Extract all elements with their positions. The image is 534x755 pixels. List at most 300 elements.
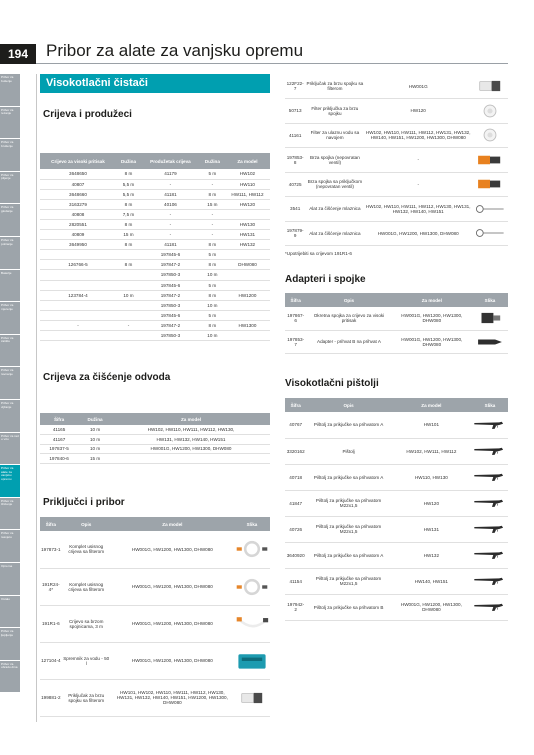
table-cell [225,209,270,219]
table-row [40,270,270,280]
table-cell [225,250,270,260]
table-cell: Pištolj za prikjučke sa prihvatom M22x1,5 [306,568,390,594]
water-tank-icon [235,652,269,670]
sidebar-tab-label: Pribor za čišćenje [1,498,14,507]
sidebar-tab[interactable] [0,335,20,367]
sidebar-tab[interactable] [0,563,20,595]
image-cell [472,412,508,438]
section-banner: Visokotlačni čistači [40,74,270,93]
image-cell [472,307,508,330]
table-cell: 8 m [116,169,141,179]
table-row [40,300,270,310]
table-row [285,438,508,464]
table-cell: 41181 [141,240,200,250]
image-cell [234,531,270,568]
sidebar-tab-label: Pribor za glodanje [1,205,14,213]
table-cell: 197853-7 [285,330,306,353]
sidebar-tab-label: Pribor za obradu drva [1,661,18,670]
sidebar-tab-label: Pribor za bušenje [1,75,14,83]
table-cell: - [116,320,141,330]
column-header: Za model [112,413,270,425]
table-row [285,542,508,568]
table-cell [116,280,141,290]
sidebar-tab-label: Pribor za ljepljenje [1,629,14,637]
gun-icon [473,598,507,616]
table-cell: 10 m [78,444,112,454]
guns-table [285,398,508,621]
table-row [40,260,270,270]
table-cell: 197879-9 [285,221,305,246]
column-header: Za model [111,517,234,531]
table-cell: HW101, HW102, HW110, HW111, HW112, HW130, HW131, HW132, HW140, HW151, HW1200, HW1300, DHW080 [111,679,234,716]
image-cell [472,516,508,542]
table-cell: - [200,179,225,189]
title-rule [36,63,508,64]
image-cell [234,568,270,605]
table-cell [40,280,116,290]
column-header: Opis [62,517,111,531]
table-cell: Komplet usisnog crijeva sa filterom [62,568,111,605]
column-header: Opis [306,398,390,412]
accessories-title: Priključci i pribor [43,497,125,508]
table-row [40,605,270,642]
table-row [285,490,508,516]
table-cell: 123784-4 [40,290,116,300]
table-cell: HW110 [225,179,270,189]
image-cell [472,464,508,490]
sidebar-tab-label: Oprema [1,563,13,568]
table-cell: 41181 [141,189,200,199]
sidebar-tab[interactable] [0,628,20,660]
sidebar-tabs [0,74,20,693]
table-row [40,199,270,209]
table-row [40,425,270,435]
table-cell: Alat za čišćenje mlaznica [305,197,364,222]
table-cell: 15 m [78,454,112,464]
sidebar-tab-label: Ostalo [1,596,10,601]
needle-icon [473,224,507,242]
table-cell: HW001G [364,74,472,99]
table-row [285,148,508,173]
hose-coupler-icon [235,615,269,633]
drain-title: Crijeva za čišćenje odvoda [43,372,171,383]
table-cell: 8 m [116,240,141,250]
table-cell: Pištolj za prikjučke sa prihvatom M22x1,5 [306,516,390,542]
image-cell [472,594,508,620]
table-row [285,516,508,542]
table-cell: 10 m [200,331,225,341]
table-row [40,454,270,464]
filter-icon [473,102,507,120]
filter-icon [473,126,507,144]
table-cell: - [200,209,225,219]
table-cell: 10 m [78,435,112,445]
sidebar-tab[interactable] [0,367,20,399]
column-header: Produžetak crijeva [141,153,200,169]
table-cell: 41179 [141,169,200,179]
table-cell: 5 m [200,280,225,290]
table-row [40,679,270,716]
table-cell: - [364,148,472,173]
table-cell: 8 m [116,219,141,229]
table-row [40,568,270,605]
image-cell [472,438,508,464]
image-cell [472,172,508,197]
sidebar-tab[interactable] [0,433,20,465]
table-cell: - [40,320,116,330]
gun-icon [473,572,507,590]
sidebar-tab-label: Pribor za ravnanje [1,368,14,376]
table-cell: HW001G, HW1200, HW1300, DHW080 [364,221,472,246]
table-cell: 5 m [200,310,225,320]
table-cell [40,250,116,260]
column-header: Crijevo za visoki pritisak [40,153,116,169]
table-cell: Pištolj [306,438,390,464]
sidebar-tab[interactable] [0,302,20,334]
sidebar-tab[interactable] [0,237,20,269]
table-cell: Pištolj za prikjučke sa prihvatom A [306,464,390,490]
table-cell: - [141,230,200,240]
table-cell: - [200,219,225,229]
column-header: Šifra [40,517,62,531]
table-cell: HW1200 [225,290,270,300]
table-cell: 10 m [78,425,112,435]
table-cell: 197847-2 [141,320,200,330]
hose-kit-icon [235,578,269,596]
header-row [40,517,270,531]
image-cell [234,679,270,716]
table-cell: HW102 [225,169,270,179]
accessories-right-table [285,74,508,246]
table-cell: 40725 [285,172,305,197]
table-cell: 197850-3 [141,300,200,310]
table-cell [225,300,270,310]
table-row [285,464,508,490]
table-cell: Filter za ulaznu vodu sa navojem [305,123,364,148]
table-cell [225,280,270,290]
hoses-title: Crijeva i produžeci [43,109,132,120]
table-cell: HW110, HW130 [391,464,472,490]
table-row [40,250,270,260]
column-header: Za model [225,153,270,169]
table-cell: 197850-3 [141,270,200,280]
table-row [40,209,270,219]
table-cell: Komplet usisnog crijeva sa filterom [62,531,111,568]
sidebar-tab[interactable] [0,596,20,628]
table-row [285,594,508,620]
table-cell: HW102, HW110, HW111, HW112, HW130, [112,425,270,435]
table-row [40,320,270,330]
table-cell: 40106 [141,199,200,209]
table-row [40,435,270,445]
table-cell: 8 m [200,260,225,270]
table-row [40,280,270,290]
table-cell: 3640920 [285,542,306,568]
adapter-icon [473,333,507,351]
table-cell: 8 m [200,189,225,199]
gun-icon [473,416,507,434]
table-cell: 3648660 [40,189,116,199]
table-cell: 40808 [40,209,116,219]
image-cell [472,123,508,148]
page-title: Pribor za alate za vanjsku opremu [46,41,304,60]
gun-icon [473,442,507,460]
image-cell [472,490,508,516]
table-cell: HW001G, HW1200, HW1300, DHW080 [111,605,234,642]
column-header: Šifra [40,413,78,425]
table-cell: Pištolj za prikjučke sa prihvatom M22x1,5 [306,490,390,516]
table-cell: Priključak za brzu spojku sa filterom [62,679,111,716]
sidebar-tab-label: Pribor za zaštitu [1,335,14,344]
column-header: Za model [391,398,472,412]
table-cell: HW140, HW151 [391,568,472,594]
table-cell: 15 m [200,199,225,209]
table-cell [225,331,270,341]
sidebar-tab[interactable] [0,172,20,204]
column-header: Dužina [200,153,225,169]
table-cell: 5,5 m [116,189,141,199]
table-row [285,330,508,353]
divider [36,74,37,722]
table-row [40,169,270,179]
table-cell: 197847-2 [141,290,200,300]
hoses-table [40,153,270,341]
accessories-table [40,517,270,717]
table-cell [116,300,141,310]
quick-coupler-icon [235,689,269,707]
table-cell: Brza spojka (nepovratan ventil) [305,148,364,173]
table-row [285,74,508,99]
sidebar-tab-label: Pribor za poliranje [1,237,14,246]
table-row [285,123,508,148]
table-cell: 3541 [285,197,305,222]
image-cell [472,568,508,594]
table-row [40,189,270,199]
column-header: Šifra [285,293,306,307]
table-cell: Adapter - prihvat B na prihvat A [306,330,391,353]
table-cell: HW102, HW111, HW112 [391,438,472,464]
table-row [285,307,508,330]
table-cell: - [141,219,200,229]
table-cell: 191R1-6 [40,605,62,642]
table-cell: 10 m [200,300,225,310]
image-cell [472,148,508,173]
table-row [285,197,508,222]
table-cell: 191R24-4* [40,568,62,605]
table-cell: HW101 [391,412,472,438]
table-cell: 197942-2 [285,594,306,620]
table-cell: 15 m [116,230,141,240]
table-cell: HW001G, HW1200, HW1300, DHW080 [111,568,234,605]
table-cell [116,270,141,280]
table-cell: Alat za čišćenje mlaznica [305,221,364,246]
table-cell: 41161 [285,123,305,148]
table-cell: 197873-1 [40,531,62,568]
table-cell: HW131 [391,516,472,542]
coupling-icon [473,175,507,193]
table-cell [112,454,270,464]
table-cell: - [364,172,472,197]
sidebar-tab[interactable] [0,661,20,693]
gun-icon [473,520,507,538]
table-cell: - [141,209,200,219]
sidebar-tab[interactable] [0,498,20,530]
table-cell [225,270,270,280]
table-cell: HW001G, HW1200, HW1300, DHW080 [111,531,234,568]
hose-kit-icon [235,540,269,558]
table-cell: DHW080 [225,260,270,270]
table-cell: HW130 [225,219,270,229]
sidebar-tab[interactable] [0,107,20,139]
sidebar-tab[interactable] [0,139,20,171]
table-cell: 40807 [40,179,116,189]
column-header: Opis [306,293,391,307]
table-cell: 8 m [116,260,141,270]
header-row [285,293,508,307]
table-row [285,412,508,438]
adapters-table [285,293,508,354]
header-row [40,413,270,425]
sidebar-tab-label: Pribor za piljenje [1,172,14,181]
coupling-icon [473,151,507,169]
header-row [40,153,270,169]
table-cell: 127104-4 [40,642,62,679]
column-header: Šifra [285,398,306,412]
table-cell: HW001G, HW1200, HW1300, DHW080 [112,444,270,454]
sidebar-tab[interactable] [0,465,20,497]
table-cell: - [141,179,200,189]
table-cell: Brza spojka sa priključkom (nepovratan ventil) [305,172,364,197]
table-row [285,568,508,594]
table-cell: HW001G, HW1200, HW1300, DHW080 [392,307,472,330]
table-cell [116,331,141,341]
needle-icon [473,200,507,218]
sidebar-tab-label: Pribor za alate za vanjsku opremu [1,466,14,481]
table-cell [40,270,116,280]
adapters-title: Adapteri i spojke [285,274,366,285]
image-cell [234,642,270,679]
table-cell: 3648650 [40,169,116,179]
table-row [40,179,270,189]
sidebar-tab[interactable] [0,530,20,562]
table-cell: HW001G, HW1200, HW1300, DHW080 [391,594,472,620]
table-cell: HW132 [391,542,472,568]
table-cell: 5,5 m [116,179,141,189]
column-header: Slika [472,293,508,307]
table-cell: Priključak za brzu spojku sa filterom [305,74,364,99]
table-cell: 197845-6 [141,250,200,260]
table-cell: HW1300 [225,320,270,330]
table-cell: HW132 [225,240,270,250]
table-cell [40,331,116,341]
table-cell [225,310,270,320]
gun-icon [473,494,507,512]
table-cell [116,250,141,260]
table-cell: Crijevo sa brzom spojnicama, 3 m [62,605,111,642]
column-header: Dužina [116,153,141,169]
table-cell: 40767 [285,412,306,438]
gun-icon [473,546,507,564]
table-cell: 5 m [200,169,225,179]
footnote: *Upotrijebiti sa crijevom 191R1-6 [285,251,352,256]
table-cell: 199881-2 [40,679,62,716]
sidebar-tab-label: Pribor za brušenje [1,140,14,148]
sidebar-tab-label: Pribor za rad u vrtu [1,433,19,442]
table-cell: 197850-3 [141,331,200,341]
image-cell [472,221,508,246]
table-cell: 41165 [40,425,78,435]
table-row [40,331,270,341]
table-cell: 126766-5 [40,260,116,270]
table-cell: 3320162 [285,438,306,464]
sidebar-tab[interactable] [0,204,20,236]
column-header: Dužina [78,413,112,425]
page-number: 194 [0,44,36,64]
column-header: Slika [234,517,270,531]
image-cell [472,99,508,124]
table-cell: 8 m [200,290,225,300]
sidebar-tab[interactable] [0,74,20,106]
image-cell [472,330,508,353]
sidebar-tab[interactable] [0,400,20,432]
table-cell: HW120 [225,199,270,209]
table-cell: 5 m [200,250,225,260]
table-cell: 197840-6 [40,454,78,464]
quick-coupler-icon [473,77,507,95]
table-cell [116,310,141,320]
table-row [285,221,508,246]
table-cell: HW102, HW110, HW111, HW112, HW130, HW131, HW132, HW140, HW151 [364,197,472,222]
table-cell: HW131, HW132, HW140, HW151 [112,435,270,445]
table-row [285,172,508,197]
table-cell: 197847-2 [141,260,200,270]
sidebar-tab-label: Pribor za rasvjetu [1,531,14,539]
sidebar-tab-label: Pribor za vijčanje [1,400,14,409]
sidebar-tab[interactable] [0,270,20,302]
table-cell: 8 m [200,240,225,250]
table-row [40,642,270,679]
table-row [40,240,270,250]
table-cell: Pištolj za prikjučke sa prihvatom B [306,594,390,620]
table-cell: 8 m [116,199,141,209]
table-cell: Okretna spojka za crijevo za visoki pritisak [306,307,391,330]
table-cell: 41847 [285,490,306,516]
table-cell: 8 m [200,320,225,330]
table-cell: 197867-6 [285,307,306,330]
table-cell: 3163279 [40,199,116,209]
sidebar-tab-label: Pribor za mjerenje [1,303,14,311]
table-cell: 122F22-7 [285,74,305,99]
image-cell [472,542,508,568]
table-cell: HW120 [391,490,472,516]
table-cell: 3649950 [40,240,116,250]
table-cell: 10 m [200,270,225,280]
table-cell: Filter priključka za brzu spojku [305,99,364,124]
sidebar-tab-label: Pribor za rezanje [1,107,14,116]
drain-table [40,413,270,464]
table-cell: 2820551 [40,219,116,229]
table-cell: 40718 [285,464,306,490]
table-cell: 40726 [285,516,306,542]
table-cell: Pištolj za prikjučke sa prihvatom A [306,412,390,438]
table-cell: Spremnik za vodu - 50 l [62,642,111,679]
table-cell: Pištolj za prikjučke sa prihvatom A [306,542,390,568]
image-cell [472,197,508,222]
table-row [40,310,270,320]
table-cell: - [200,230,225,240]
table-cell: 197837-5 [40,444,78,454]
sidebar-tab-label: Baterije [1,270,12,275]
